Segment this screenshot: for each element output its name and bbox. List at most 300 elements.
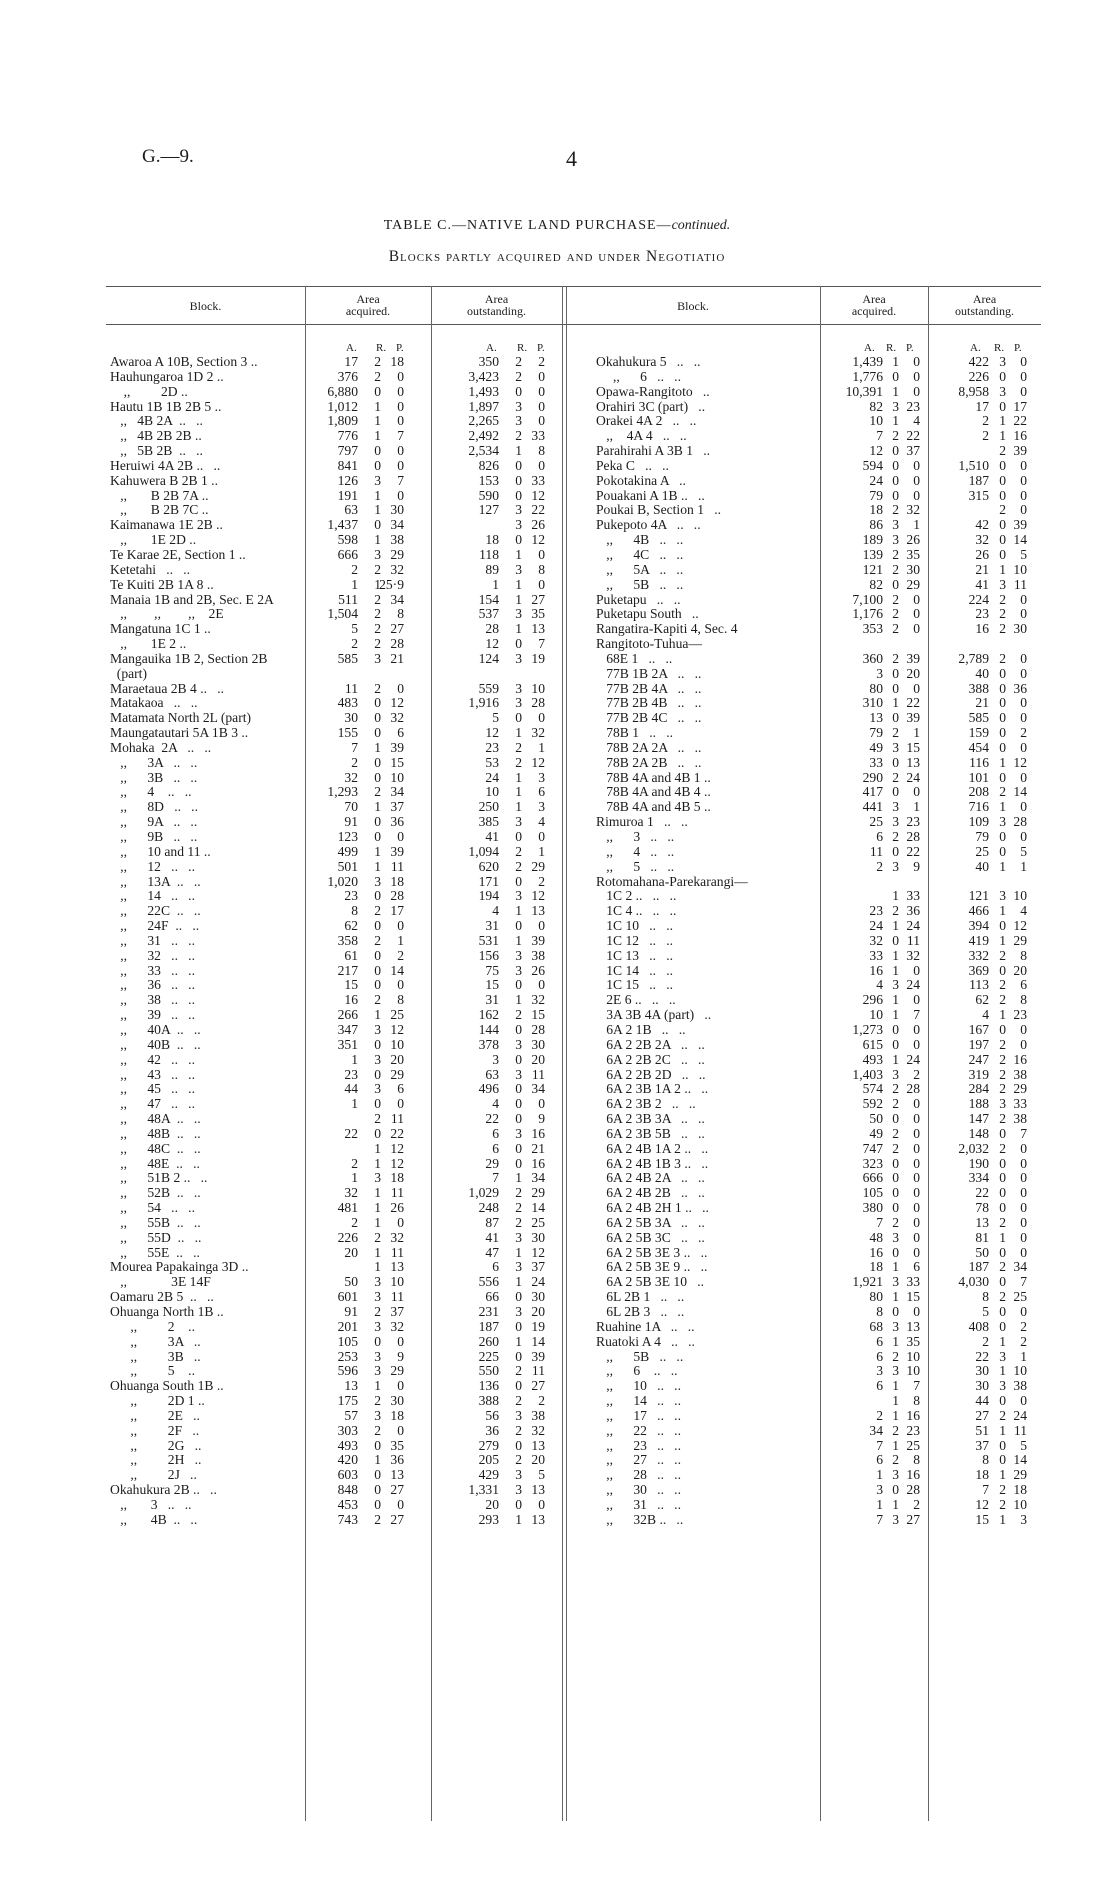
acquired-acres: 353 <box>862 621 883 637</box>
outstanding-acres: 7 <box>982 1482 989 1498</box>
outstanding-perches: 2 <box>538 1393 545 1409</box>
block-name: 1C 13 .. .. <box>596 947 674 963</box>
block-name: ,, 45 .. .. <box>110 1081 195 1097</box>
acquired-acres: 1,293 <box>327 784 358 800</box>
block-name: Hauhungaroa 1D 2 .. <box>110 368 224 384</box>
outstanding-roods: 0 <box>999 1274 1006 1290</box>
acquired-acres: 1,921 <box>852 1274 883 1290</box>
outstanding-perches: 0 <box>538 368 545 384</box>
outstanding-acres: 12 <box>975 1496 989 1512</box>
table-row <box>110 637 565 652</box>
block-name: ,, 5B .. .. <box>596 1348 684 1364</box>
document-code: G.—9. <box>142 146 194 167</box>
table-row <box>596 1305 1041 1320</box>
acquired-perches: 9 <box>397 1348 404 1364</box>
outstanding-perches: 10 <box>1013 1496 1027 1512</box>
outstanding-perches: 25 <box>1013 1289 1027 1305</box>
outstanding-perches: 38 <box>531 947 545 963</box>
block-name: ,, 4B 2A .. .. <box>110 413 203 429</box>
acquired-acres: 16 <box>344 992 358 1008</box>
acquired-acres: 226 <box>337 1229 358 1245</box>
outstanding-roods: 2 <box>515 428 522 444</box>
block-name: 6A 2 4B 2H 1 .. .. <box>596 1200 709 1216</box>
outstanding-perches: 0 <box>1020 591 1027 607</box>
acquired-perches: 0 <box>397 1496 404 1512</box>
outstanding-acres: 550 <box>478 1363 499 1379</box>
outstanding-acres: 559 <box>478 680 499 696</box>
acquired-acres: 23 <box>869 903 883 919</box>
outstanding-perches: 33 <box>531 428 545 444</box>
table-row <box>596 1394 1041 1409</box>
block-name: ,, 1E 2 .. <box>110 636 187 652</box>
acquired-roods: 2 <box>892 428 899 444</box>
acquired-acres: 13 <box>869 710 883 726</box>
outstanding-perches: 12 <box>531 532 545 548</box>
block-name: ,, 3A .. <box>110 1333 201 1349</box>
outstanding-roods: 1 <box>515 1511 522 1527</box>
table-row <box>110 889 565 904</box>
outstanding-perches: 0 <box>1020 1304 1027 1319</box>
outstanding-roods: 3 <box>515 502 522 518</box>
outstanding-roods: 2 <box>999 502 1006 518</box>
outstanding-acres: 531 <box>478 932 499 948</box>
outstanding-roods: 2 <box>999 1289 1006 1305</box>
outstanding-perches: 13 <box>531 1437 545 1453</box>
acquired-perches: 24 <box>906 977 920 993</box>
outstanding-perches: 9 <box>538 1111 545 1127</box>
table-row <box>110 875 565 890</box>
block-name: 68E 1 .. .. <box>596 650 673 666</box>
outstanding-acres: 422 <box>968 354 989 369</box>
acquired-roods: 2 <box>892 725 899 741</box>
acquired-roods: 1 <box>374 739 381 755</box>
outstanding-perches: 0 <box>538 1496 545 1512</box>
acquired-roods: 1 <box>892 947 899 963</box>
block-name: ,, 3E 14F <box>110 1274 211 1290</box>
acquired-perches: 0 <box>397 680 404 696</box>
acquired-perches: 36 <box>390 1452 404 1468</box>
outstanding-acres: 369 <box>968 962 989 978</box>
block-name: Maraetaua 2B 4 .. .. <box>110 680 225 696</box>
table-row <box>596 904 1041 919</box>
acquired-perches: 0 <box>913 1200 920 1216</box>
acquired-acres: 139 <box>862 546 883 562</box>
table-row <box>596 1424 1041 1439</box>
outstanding-acres: 144 <box>478 1021 499 1037</box>
acquired-roods: 0 <box>892 843 899 859</box>
col-header-block: Block. <box>677 299 709 313</box>
acquired-perches: 0 <box>397 1333 404 1349</box>
table-row <box>110 1097 565 1112</box>
outstanding-roods: 0 <box>999 1125 1006 1141</box>
outstanding-perches: 34 <box>531 1170 545 1186</box>
outstanding-acres: 4,030 <box>958 1274 989 1290</box>
table-row <box>110 1305 565 1320</box>
block-name: ,, 51B 2 .. .. <box>110 1170 208 1186</box>
table-row <box>110 904 565 919</box>
outstanding-roods: 1 <box>515 799 522 815</box>
outstanding-perches: 6 <box>1020 977 1027 993</box>
acquired-roods: 1 <box>892 1407 899 1423</box>
acquired-acres: 7 <box>876 1437 883 1453</box>
outstanding-acres: 31 <box>485 918 499 934</box>
outstanding-perches: 12 <box>1013 918 1027 934</box>
outstanding-acres: 4 <box>492 1096 499 1112</box>
block-name: 1C 2 .. .. .. <box>596 888 677 904</box>
unit-acres: A. <box>346 342 357 354</box>
outstanding-roods: 0 <box>999 1304 1006 1319</box>
acquired-perches: 29 <box>390 1363 404 1379</box>
outstanding-roods: 3 <box>999 1378 1006 1394</box>
outstanding-acres: 7 <box>492 1170 499 1186</box>
outstanding-perches: 13 <box>531 903 545 919</box>
outstanding-perches: 0 <box>1020 650 1027 666</box>
outstanding-acres: 332 <box>968 947 989 963</box>
acquired-perches: 39 <box>390 843 404 859</box>
acquired-roods: 3 <box>892 1511 899 1527</box>
unit-roods: R. <box>517 342 528 354</box>
table-row <box>596 845 1041 860</box>
acquired-roods: 2 <box>892 621 899 637</box>
acquired-acres: 2 <box>876 858 883 874</box>
outstanding-acres: 187 <box>968 472 989 488</box>
block-name: ,, 38 .. .. <box>110 992 195 1008</box>
acquired-roods: 1 <box>374 1259 381 1275</box>
outstanding-perches: 24 <box>531 1274 545 1290</box>
acquired-perches: 32 <box>390 561 404 577</box>
acquired-acres: 189 <box>862 532 883 548</box>
outstanding-acres: 190 <box>968 1155 989 1171</box>
table-subtitle: Blocks partly acquired and under Negotiatio <box>388 248 726 265</box>
acquired-acres: 191 <box>337 487 358 503</box>
block-name: ,, 2H .. <box>110 1452 202 1468</box>
outstanding-acres: 2,032 <box>958 1140 989 1156</box>
outstanding-perches: 12 <box>531 1244 545 1260</box>
acquired-acres: 603 <box>337 1467 358 1483</box>
outstanding-acres: 388 <box>968 680 989 696</box>
acquired-acres: 123 <box>337 829 358 844</box>
acquired-perches: 21 <box>390 650 404 666</box>
table-row <box>110 444 565 459</box>
outstanding-acres: 260 <box>478 1333 499 1349</box>
outstanding-roods: 3 <box>515 398 522 414</box>
table-row <box>110 696 565 711</box>
acquired-roods: 1 <box>892 1051 899 1067</box>
acquired-acres: 6,880 <box>327 383 358 399</box>
outstanding-roods: 0 <box>999 829 1006 844</box>
acquired-acres: 57 <box>344 1407 358 1423</box>
outstanding-acres: 44 <box>975 1393 989 1409</box>
outstanding-roods: 0 <box>515 1140 522 1156</box>
acquired-roods: 3 <box>892 1274 899 1290</box>
outstanding-roods: 1 <box>515 992 522 1008</box>
acquired-acres: 80 <box>869 680 883 696</box>
outstanding-roods: 3 <box>515 606 522 622</box>
outstanding-roods: 3 <box>515 1066 522 1082</box>
acquired-acres: 2 <box>351 636 358 652</box>
block-name: ,, 4 .. .. <box>110 784 192 800</box>
block-name: ,, 31 .. .. <box>110 932 195 948</box>
outstanding-perches: 16 <box>531 1155 545 1171</box>
acquired-perches: 0 <box>913 1125 920 1141</box>
block-name: Kahuwera B 2B 1 .. <box>110 472 218 488</box>
table-row <box>110 400 565 415</box>
outstanding-roods: 0 <box>999 962 1006 978</box>
acquired-roods: 0 <box>892 665 899 681</box>
acquired-roods: 2 <box>374 636 381 652</box>
outstanding-acres: 2,265 <box>468 413 499 429</box>
table-row <box>596 1439 1041 1454</box>
outstanding-perches: 28 <box>1013 814 1027 830</box>
table-row <box>596 652 1041 667</box>
table-row <box>596 1112 1041 1127</box>
table-row <box>110 1023 565 1038</box>
col-header-outstanding: Area outstanding. <box>467 292 526 318</box>
acquired-perches: 11 <box>906 932 920 948</box>
acquired-acres: 2 <box>351 561 358 577</box>
acquired-perches: 12 <box>390 1140 404 1156</box>
outstanding-perches: 16 <box>1013 428 1027 444</box>
acquired-perches: 1 <box>913 725 920 741</box>
outstanding-acres: 315 <box>968 487 989 503</box>
outstanding-roods: 3 <box>515 650 522 666</box>
block-name: 1C 15 .. .. <box>596 977 674 993</box>
acquired-roods: 0 <box>892 576 899 592</box>
acquired-perches: 20 <box>906 665 920 681</box>
block-name: ,, 22 .. .. <box>596 1422 681 1438</box>
outstanding-acres: 167 <box>968 1021 989 1037</box>
outstanding-acres: 2,789 <box>958 650 989 666</box>
table-row <box>110 563 565 578</box>
outstanding-perches: 7 <box>1020 1125 1027 1141</box>
outstanding-perches: 20 <box>1013 962 1027 978</box>
outstanding-roods: 3 <box>999 814 1006 830</box>
outstanding-roods: 0 <box>999 1021 1006 1037</box>
acquired-roods: 1 <box>892 1333 899 1349</box>
outstanding-acres: 37 <box>975 1437 989 1453</box>
acquired-acres: 585 <box>337 650 358 666</box>
outstanding-roods: 1 <box>999 1422 1006 1438</box>
acquired-roods: 2 <box>892 1422 899 1438</box>
block-name: 6A 2 5B 3A .. .. <box>596 1214 705 1230</box>
outstanding-perches: 30 <box>1013 621 1027 637</box>
acquired-perches: 0 <box>397 383 404 399</box>
outstanding-roods: 0 <box>515 1155 522 1171</box>
outstanding-perches: 8 <box>538 561 545 577</box>
acquired-perches: 23 <box>906 398 920 414</box>
table-row <box>596 1453 1041 1468</box>
table-row <box>110 785 565 800</box>
outstanding-perches: 0 <box>1020 769 1027 785</box>
table-row <box>110 622 565 637</box>
outstanding-acres: 118 <box>479 546 499 562</box>
outstanding-roods: 0 <box>515 1021 522 1037</box>
outstanding-acres: 1,094 <box>468 843 499 859</box>
outstanding-acres: 41 <box>485 829 499 844</box>
outstanding-acres: 50 <box>975 1244 989 1260</box>
acquired-acres: 841 <box>337 457 358 473</box>
table-row <box>110 1483 565 1498</box>
outstanding-acres: 1 <box>492 576 499 592</box>
outstanding-roods: 0 <box>515 457 522 473</box>
acquired-acres: 2 <box>876 1407 883 1423</box>
table-row <box>110 978 565 993</box>
table-row <box>110 993 565 1008</box>
outstanding-acres: 116 <box>969 754 989 770</box>
outstanding-roods: 2 <box>999 992 1006 1008</box>
block-name: Poukai B, Section 1 .. <box>596 502 721 518</box>
table-row <box>596 518 1041 533</box>
outstanding-acres: 13 <box>975 1214 989 1230</box>
acquired-roods: 0 <box>374 947 381 963</box>
acquired-acres: 7 <box>876 1511 883 1527</box>
acquired-roods: 2 <box>374 680 381 696</box>
acquired-roods: 2 <box>374 621 381 637</box>
outstanding-acres: 826 <box>478 457 499 473</box>
acquired-acres: 24 <box>869 472 883 488</box>
block-name: Mangatuna 1C 1 .. <box>110 621 211 637</box>
acquired-perches: 26 <box>906 532 920 548</box>
outstanding-acres: 1,916 <box>468 695 499 711</box>
acquired-perches: 12 <box>390 1155 404 1171</box>
outstanding-roods: 0 <box>515 873 522 889</box>
outstanding-roods: 3 <box>515 680 522 696</box>
acquired-acres: 175 <box>337 1393 358 1409</box>
acquired-roods: 1 <box>892 992 899 1008</box>
outstanding-perches: 14 <box>1013 784 1027 800</box>
acquired-acres: 601 <box>337 1289 358 1305</box>
outstanding-acres: 1,493 <box>468 383 499 399</box>
acquired-roods: 0 <box>374 888 381 904</box>
outstanding-acres: 75 <box>485 962 499 978</box>
outstanding-acres: 4 <box>492 903 499 919</box>
block-name: ,, 2F .. <box>110 1422 200 1438</box>
acquired-perches: 37 <box>906 443 920 459</box>
outstanding-roods: 1 <box>515 784 522 800</box>
outstanding-perches: 8 <box>1020 992 1027 1008</box>
outstanding-acres: 385 <box>478 814 499 830</box>
acquired-acres: 1 <box>351 576 358 592</box>
table-row <box>110 489 565 504</box>
acquired-roods: 1 <box>374 1378 381 1394</box>
acquired-perches: 28 <box>906 1482 920 1498</box>
outstanding-acres: 40 <box>975 665 989 681</box>
outstanding-perches: 22 <box>1013 413 1027 429</box>
block-name: 78B 1 .. .. <box>596 725 674 741</box>
outstanding-perches: 0 <box>1020 829 1027 844</box>
outstanding-roods: 0 <box>999 457 1006 473</box>
acquired-acres: 2 <box>351 1155 358 1171</box>
outstanding-roods: 3 <box>515 1036 522 1052</box>
table-row <box>110 771 565 786</box>
acquired-acres: 126 <box>337 472 358 488</box>
outstanding-acres: 226 <box>968 368 989 384</box>
outstanding-roods: 0 <box>999 472 1006 488</box>
acquired-acres: 615 <box>862 1036 883 1052</box>
outstanding-perches: 13 <box>531 1511 545 1527</box>
outstanding-perches: 32 <box>531 725 545 741</box>
block-name: Rimuroa 1 .. .. <box>596 814 688 830</box>
outstanding-acres: 171 <box>478 873 499 889</box>
acquired-roods: 2 <box>892 650 899 666</box>
acquired-perches: 26 <box>390 1200 404 1216</box>
block-name: ,, 2D 1 .. <box>110 1393 205 1409</box>
table-row <box>596 1053 1041 1068</box>
acquired-perches: 0 <box>397 829 404 844</box>
outstanding-perches: 0 <box>1020 487 1027 503</box>
outstanding-perches: 12 <box>531 487 545 503</box>
outstanding-acres: 4 <box>982 1007 989 1023</box>
outstanding-roods: 0 <box>515 1378 522 1394</box>
outstanding-acres: 224 <box>968 591 989 607</box>
acquired-perches: 22 <box>906 428 920 444</box>
outstanding-roods: 1 <box>999 932 1006 948</box>
acquired-perches: 13 <box>390 1467 404 1483</box>
outstanding-acres: 29 <box>485 1155 499 1171</box>
table-row <box>110 1320 565 1335</box>
acquired-roods: 3 <box>374 650 381 666</box>
table-row <box>596 1246 1041 1261</box>
outstanding-perches: 22 <box>531 502 545 518</box>
acquired-acres: 420 <box>337 1452 358 1468</box>
outstanding-roods: 0 <box>999 1200 1006 1216</box>
outstanding-roods: 1 <box>515 576 522 592</box>
acquired-perches: 0 <box>913 1096 920 1112</box>
unit-perches: P. <box>906 342 914 354</box>
table-row <box>110 1216 565 1231</box>
acquired-perches: 6 <box>397 725 404 741</box>
outstanding-perches: 0 <box>1020 1036 1027 1052</box>
acquired-acres: 22 <box>344 1125 358 1141</box>
acquired-acres: 8 <box>351 903 358 919</box>
acquired-roods: 0 <box>374 754 381 770</box>
acquired-perches: 23 <box>906 814 920 830</box>
table-row <box>110 1246 565 1261</box>
outstanding-perches: 16 <box>1013 1051 1027 1067</box>
outstanding-acres: 408 <box>968 1318 989 1334</box>
table-row <box>596 414 1041 429</box>
outstanding-roods: 0 <box>999 368 1006 384</box>
acquired-roods: 2 <box>374 606 381 622</box>
outstanding-roods: 0 <box>999 517 1006 533</box>
acquired-perches: 12 <box>390 1021 404 1037</box>
table-row <box>110 385 565 400</box>
acquired-roods: 2 <box>374 1422 381 1438</box>
col-header-acquired: Area acquired. <box>345 292 391 318</box>
block-name: Okahukura 5 .. .. <box>596 354 701 369</box>
acquired-perches: 10 <box>906 1348 920 1364</box>
acquired-roods: 3 <box>892 799 899 815</box>
acquired-perches: 0 <box>913 1021 920 1037</box>
outstanding-perches: 11 <box>531 1066 545 1082</box>
outstanding-perches: 0 <box>538 710 545 726</box>
acquired-roods: 0 <box>374 1125 381 1141</box>
outstanding-roods: 1 <box>515 1170 522 1186</box>
acquired-roods: 0 <box>892 1304 899 1319</box>
acquired-acres: 253 <box>337 1348 358 1364</box>
table-row <box>596 949 1041 964</box>
acquired-acres: 62 <box>344 918 358 934</box>
table-row <box>596 1171 1041 1186</box>
table-row <box>110 919 565 934</box>
acquired-acres: 49 <box>869 1125 883 1141</box>
outstanding-acres: 537 <box>478 606 499 622</box>
acquired-roods: 1 <box>374 1452 381 1468</box>
acquired-roods: 1 <box>374 576 381 592</box>
acquired-perches: 0 <box>913 1229 920 1245</box>
table-row <box>596 934 1041 949</box>
acquired-perches: 39 <box>906 650 920 666</box>
